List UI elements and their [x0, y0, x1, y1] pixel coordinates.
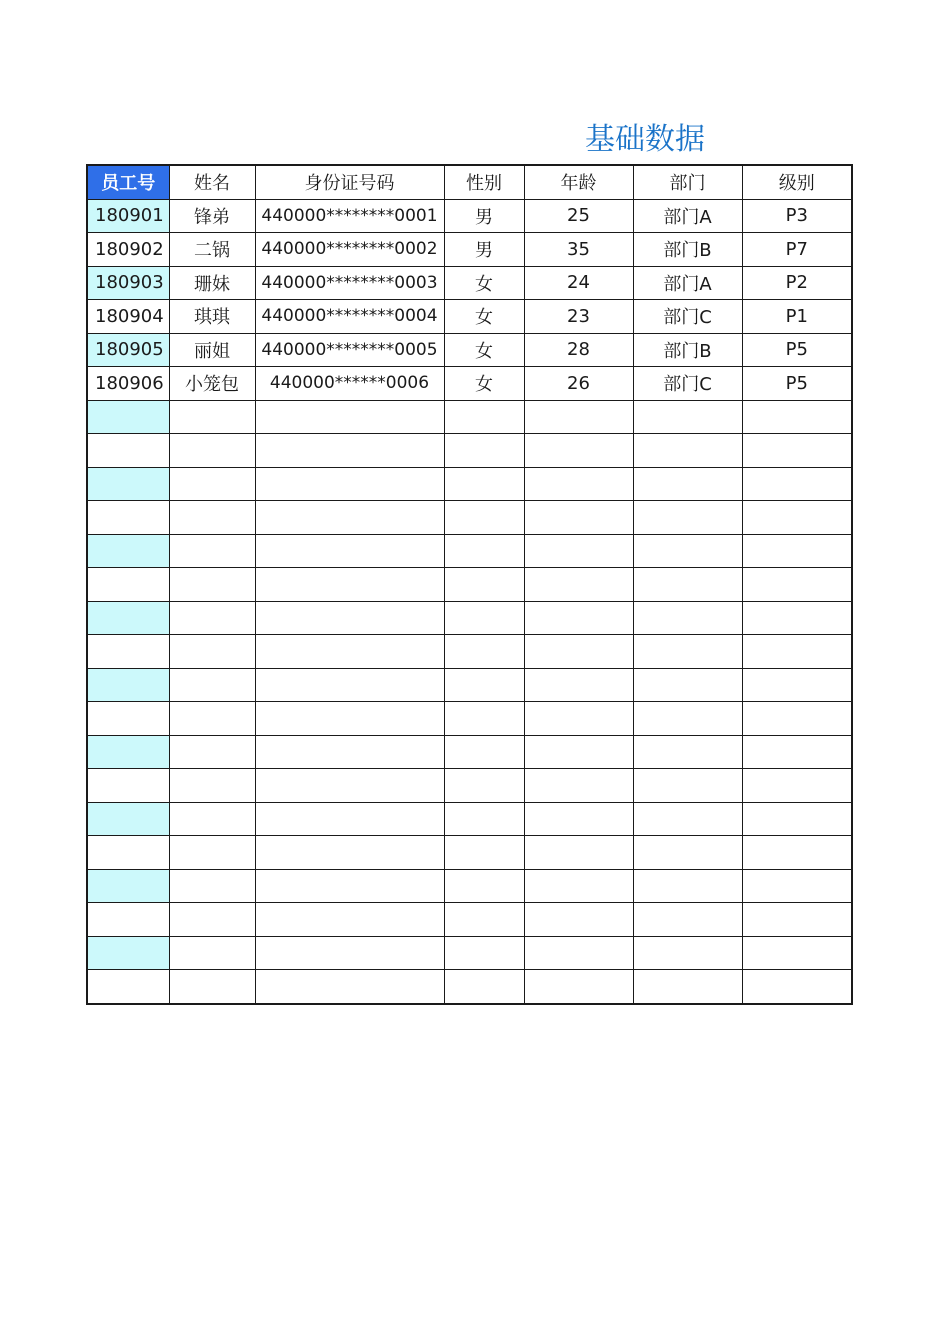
cell-level[interactable]: P5 [742, 367, 852, 401]
cell-name[interactable]: 锋弟 [169, 199, 255, 233]
cell-age-empty[interactable] [524, 568, 633, 602]
cell-level-empty[interactable] [742, 702, 852, 736]
cell-id-card-empty[interactable] [255, 802, 444, 836]
cell-name-empty[interactable] [169, 903, 255, 937]
cell-employee-id-empty[interactable] [87, 836, 169, 870]
cell-employee-id-empty[interactable] [87, 903, 169, 937]
cell-id-card-empty[interactable] [255, 702, 444, 736]
cell-name-empty[interactable] [169, 769, 255, 803]
cell-id-card[interactable]: 440000******0006 [255, 367, 444, 401]
table-row-empty [87, 936, 852, 970]
table-row [87, 367, 852, 401]
cell-age-empty[interactable] [524, 400, 633, 434]
cell-name-empty[interactable] [169, 534, 255, 568]
cell-department[interactable]: 部门A [633, 266, 742, 300]
cell-age-empty[interactable] [524, 702, 633, 736]
cell-level-empty[interactable] [742, 802, 852, 836]
cell-id-card-empty[interactable] [255, 601, 444, 635]
cell-gender-empty[interactable] [444, 601, 524, 635]
cell-level-empty[interactable] [742, 769, 852, 803]
cell-level-empty[interactable] [742, 970, 852, 1004]
cell-employee-id-empty[interactable] [87, 534, 169, 568]
cell-level-empty[interactable] [742, 467, 852, 501]
cell-age-empty[interactable] [524, 434, 633, 468]
cell-id-card-empty[interactable] [255, 735, 444, 769]
cell-employee-id-empty[interactable] [87, 769, 169, 803]
cell-gender[interactable]: 男 [444, 199, 524, 233]
table-body [87, 199, 852, 1004]
table-row-empty [87, 836, 852, 870]
table-row-empty [87, 769, 852, 803]
cell-department-empty[interactable] [633, 735, 742, 769]
cell-age-empty[interactable] [524, 467, 633, 501]
cell-department-empty[interactable] [633, 769, 742, 803]
header-id-card[interactable]: 身份证号码 [255, 165, 444, 199]
cell-name[interactable]: 二锅 [169, 233, 255, 267]
cell-id-card-empty[interactable] [255, 568, 444, 602]
table-row-empty [87, 635, 852, 669]
cell-age-empty[interactable] [524, 769, 633, 803]
cell-employee-id-empty[interactable] [87, 702, 169, 736]
cell-gender[interactable]: 女 [444, 266, 524, 300]
cell-age[interactable]: 35 [524, 233, 633, 267]
cell-employee-id[interactable]: 180905 [87, 333, 169, 367]
cell-level[interactable]: P7 [742, 233, 852, 267]
cell-gender-empty[interactable] [444, 970, 524, 1004]
cell-gender-empty[interactable] [444, 568, 524, 602]
cell-name-empty[interactable] [169, 702, 255, 736]
cell-gender-empty[interactable] [444, 836, 524, 870]
cell-gender-empty[interactable] [444, 903, 524, 937]
cell-department-empty[interactable] [633, 903, 742, 937]
header-department[interactable]: 部门 [633, 165, 742, 199]
table-row-empty [87, 400, 852, 434]
cell-level-empty[interactable] [742, 936, 852, 970]
cell-name-empty[interactable] [169, 501, 255, 535]
cell-employee-id-empty[interactable] [87, 869, 169, 903]
cell-level-empty[interactable] [742, 735, 852, 769]
table-row-empty [87, 970, 852, 1004]
cell-employee-id-empty[interactable] [87, 400, 169, 434]
cell-department-empty[interactable] [633, 601, 742, 635]
cell-employee-id-empty[interactable] [87, 970, 169, 1004]
cell-name-empty[interactable] [169, 601, 255, 635]
cell-employee-id[interactable]: 180902 [87, 233, 169, 267]
cell-name-empty[interactable] [169, 400, 255, 434]
sheet-title: 基础数据 [585, 122, 705, 157]
cell-name-empty[interactable] [169, 802, 255, 836]
cell-gender-empty[interactable] [444, 668, 524, 702]
cell-level-empty[interactable] [742, 668, 852, 702]
cell-gender-empty[interactable] [444, 802, 524, 836]
cell-gender[interactable]: 男 [444, 233, 524, 267]
cell-id-card[interactable]: 440000********0003 [255, 266, 444, 300]
cell-department-empty[interactable] [633, 635, 742, 669]
table-row-empty [87, 568, 852, 602]
cell-id-card-empty[interactable] [255, 769, 444, 803]
cell-id-card[interactable]: 440000********0001 [255, 199, 444, 233]
cell-age-empty[interactable] [524, 501, 633, 535]
cell-level-empty[interactable] [742, 635, 852, 669]
cell-employee-id-empty[interactable] [87, 635, 169, 669]
table-row [87, 333, 852, 367]
cell-level-empty[interactable] [742, 434, 852, 468]
cell-employee-id-empty[interactable] [87, 802, 169, 836]
table-row-empty [87, 467, 852, 501]
cell-level-empty[interactable] [742, 568, 852, 602]
cell-department-empty[interactable] [633, 434, 742, 468]
table-row [87, 199, 852, 233]
cell-department-empty[interactable] [633, 802, 742, 836]
cell-employee-id[interactable]: 180901 [87, 199, 169, 233]
table-row [87, 233, 852, 267]
cell-employee-id[interactable]: 180906 [87, 367, 169, 401]
cell-department-empty[interactable] [633, 467, 742, 501]
cell-name-empty[interactable] [169, 936, 255, 970]
cell-name-empty[interactable] [169, 735, 255, 769]
cell-department[interactable]: 部门B [633, 233, 742, 267]
cell-name-empty[interactable] [169, 869, 255, 903]
cell-employee-id-empty[interactable] [87, 668, 169, 702]
cell-level-empty[interactable] [742, 869, 852, 903]
cell-level-empty[interactable] [742, 400, 852, 434]
cell-age-empty[interactable] [524, 534, 633, 568]
cell-id-card-empty[interactable] [255, 869, 444, 903]
cell-age[interactable]: 26 [524, 367, 633, 401]
cell-name[interactable]: 丽姐 [169, 333, 255, 367]
cell-gender-empty[interactable] [444, 501, 524, 535]
cell-department[interactable]: 部门A [633, 199, 742, 233]
cell-name-empty[interactable] [169, 467, 255, 501]
cell-id-card-empty[interactable] [255, 534, 444, 568]
cell-id-card-empty[interactable] [255, 434, 444, 468]
cell-department-empty[interactable] [633, 501, 742, 535]
cell-department-empty[interactable] [633, 400, 742, 434]
cell-employee-id-empty[interactable] [87, 735, 169, 769]
cell-level[interactable]: P1 [742, 300, 852, 334]
cell-department-empty[interactable] [633, 568, 742, 602]
cell-employee-id-empty[interactable] [87, 601, 169, 635]
cell-age-empty[interactable] [524, 802, 633, 836]
cell-name-empty[interactable] [169, 836, 255, 870]
table-row-empty [87, 501, 852, 535]
cell-department-empty[interactable] [633, 668, 742, 702]
cell-age-empty[interactable] [524, 601, 633, 635]
cell-department-empty[interactable] [633, 936, 742, 970]
cell-employee-id-empty[interactable] [87, 434, 169, 468]
cell-department[interactable]: 部门C [633, 367, 742, 401]
cell-gender-empty[interactable] [444, 635, 524, 669]
cell-gender-empty[interactable] [444, 400, 524, 434]
cell-gender-empty[interactable] [444, 769, 524, 803]
cell-employee-id-empty[interactable] [87, 936, 169, 970]
header-level[interactable]: 级别 [742, 165, 852, 199]
cell-gender-empty[interactable] [444, 467, 524, 501]
cell-department-empty[interactable] [633, 534, 742, 568]
cell-level-empty[interactable] [742, 501, 852, 535]
cell-level[interactable]: P2 [742, 266, 852, 300]
cell-gender[interactable]: 女 [444, 300, 524, 334]
cell-department-empty[interactable] [633, 970, 742, 1004]
cell-age-empty[interactable] [524, 668, 633, 702]
cell-gender[interactable]: 女 [444, 367, 524, 401]
cell-id-card-empty[interactable] [255, 903, 444, 937]
cell-level-empty[interactable] [742, 534, 852, 568]
table-row [87, 266, 852, 300]
cell-name[interactable]: 珊妹 [169, 266, 255, 300]
header-row [87, 165, 852, 199]
cell-age[interactable]: 23 [524, 300, 633, 334]
cell-employee-id[interactable]: 180903 [87, 266, 169, 300]
cell-employee-id[interactable]: 180904 [87, 300, 169, 334]
cell-employee-id-empty[interactable] [87, 467, 169, 501]
table-row-empty [87, 601, 852, 635]
table-row-empty [87, 668, 852, 702]
cell-gender-empty[interactable] [444, 936, 524, 970]
cell-age[interactable]: 28 [524, 333, 633, 367]
cell-gender-empty[interactable] [444, 869, 524, 903]
cell-department-empty[interactable] [633, 702, 742, 736]
cell-level-empty[interactable] [742, 601, 852, 635]
cell-age[interactable]: 25 [524, 199, 633, 233]
cell-department[interactable]: 部门C [633, 300, 742, 334]
cell-department-empty[interactable] [633, 869, 742, 903]
table-row [87, 300, 852, 334]
cell-gender-empty[interactable] [444, 434, 524, 468]
table-row-empty [87, 903, 852, 937]
header-name[interactable]: 姓名 [169, 165, 255, 199]
table-row-empty [87, 869, 852, 903]
cell-age-empty[interactable] [524, 836, 633, 870]
cell-id-card[interactable]: 440000********0004 [255, 300, 444, 334]
header-employee-id[interactable]: 员工号 [87, 165, 169, 199]
cell-name-empty[interactable] [169, 434, 255, 468]
cell-id-card-empty[interactable] [255, 936, 444, 970]
table-row-empty [87, 802, 852, 836]
cell-department-empty[interactable] [633, 836, 742, 870]
header-age[interactable]: 年龄 [524, 165, 633, 199]
cell-name-empty[interactable] [169, 568, 255, 602]
cell-name-empty[interactable] [169, 970, 255, 1004]
cell-age-empty[interactable] [524, 635, 633, 669]
cell-gender-empty[interactable] [444, 702, 524, 736]
table-row-empty [87, 735, 852, 769]
cell-gender-empty[interactable] [444, 735, 524, 769]
cell-id-card-empty[interactable] [255, 467, 444, 501]
cell-name[interactable]: 小笼包 [169, 367, 255, 401]
cell-employee-id-empty[interactable] [87, 501, 169, 535]
cell-employee-id-empty[interactable] [87, 568, 169, 602]
cell-age-empty[interactable] [524, 735, 633, 769]
cell-id-card-empty[interactable] [255, 668, 444, 702]
cell-age-empty[interactable] [524, 869, 633, 903]
cell-level[interactable]: P3 [742, 199, 852, 233]
cell-name[interactable]: 琪琪 [169, 300, 255, 334]
cell-gender-empty[interactable] [444, 534, 524, 568]
cell-name-empty[interactable] [169, 635, 255, 669]
cell-age[interactable]: 24 [524, 266, 633, 300]
cell-age-empty[interactable] [524, 936, 633, 970]
cell-id-card[interactable]: 440000********0002 [255, 233, 444, 267]
cell-id-card[interactable]: 440000********0005 [255, 333, 444, 367]
cell-id-card-empty[interactable] [255, 970, 444, 1004]
cell-level[interactable]: P5 [742, 333, 852, 367]
cell-gender[interactable]: 女 [444, 333, 524, 367]
cell-id-card-empty[interactable] [255, 635, 444, 669]
cell-name-empty[interactable] [169, 668, 255, 702]
cell-id-card-empty[interactable] [255, 400, 444, 434]
cell-id-card-empty[interactable] [255, 836, 444, 870]
table-row-empty [87, 434, 852, 468]
cell-department[interactable]: 部门B [633, 333, 742, 367]
cell-id-card-empty[interactable] [255, 501, 444, 535]
cell-level-empty[interactable] [742, 903, 852, 937]
data-table [86, 164, 853, 1005]
cell-level-empty[interactable] [742, 836, 852, 870]
table-row-empty [87, 534, 852, 568]
table-row-empty [87, 702, 852, 736]
cell-age-empty[interactable] [524, 970, 633, 1004]
cell-age-empty[interactable] [524, 903, 633, 937]
header-gender[interactable]: 性别 [444, 165, 524, 199]
